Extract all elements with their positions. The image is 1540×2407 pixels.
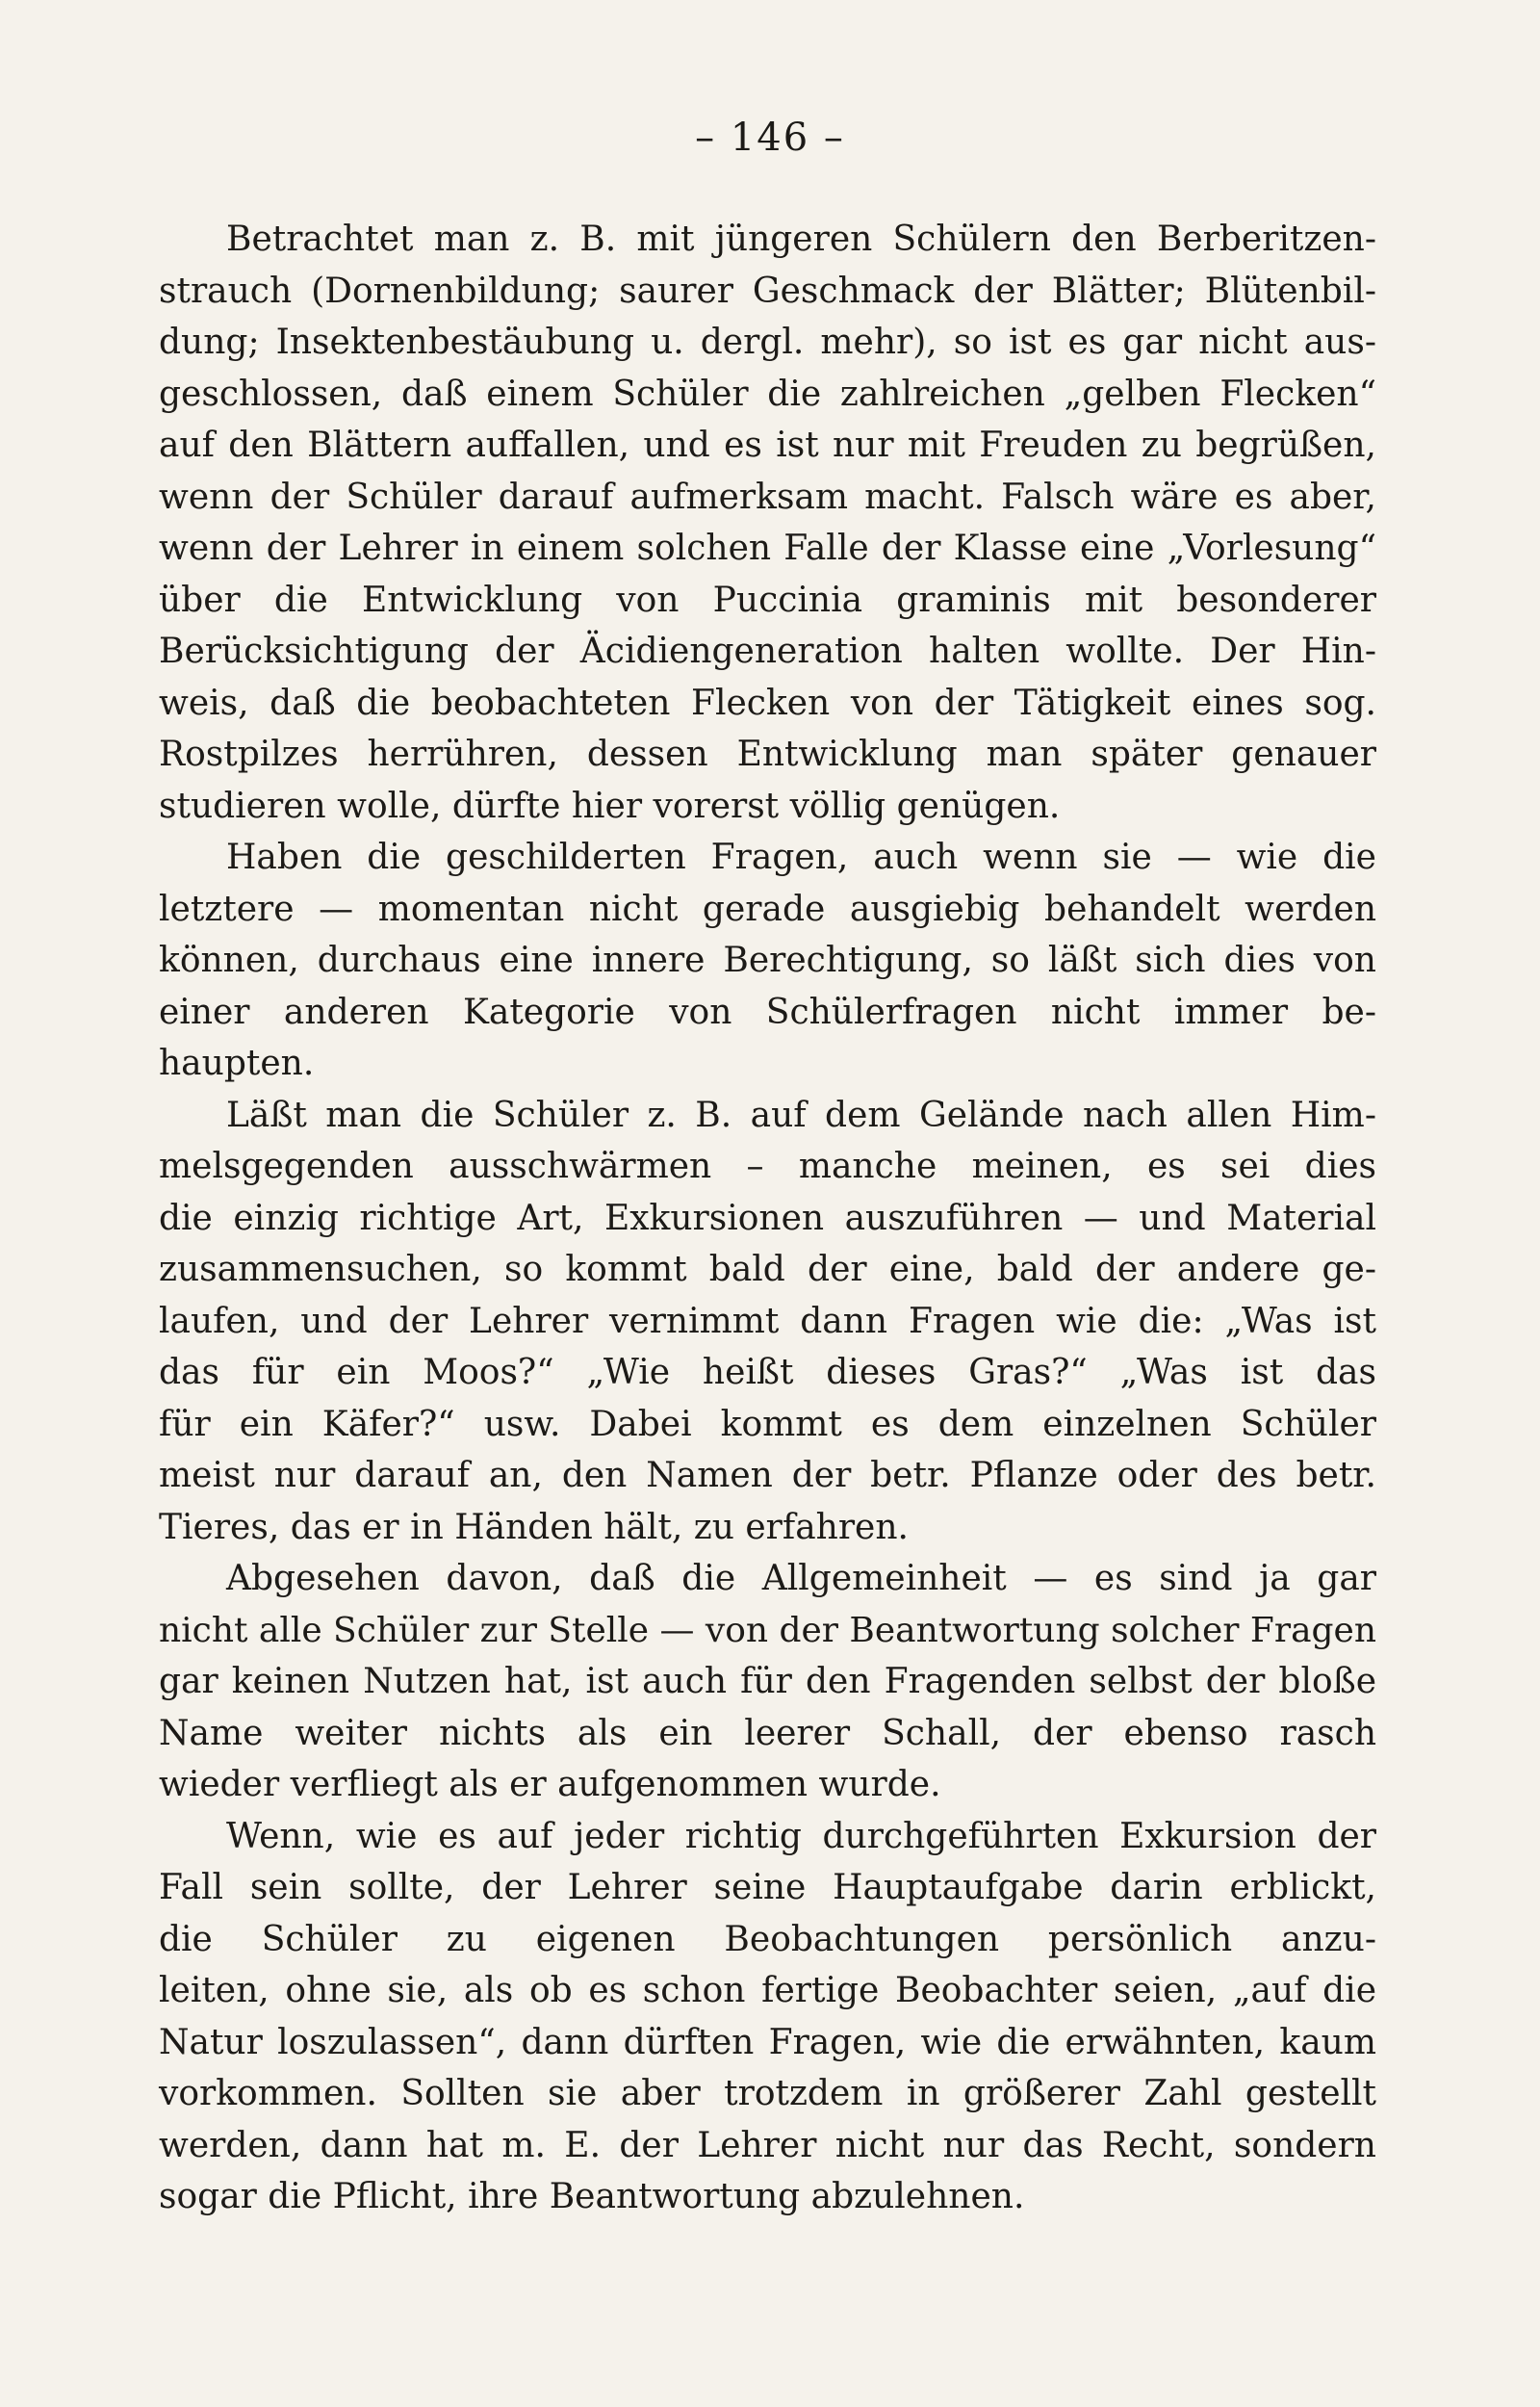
text-line: Name weiter nichts als ein leerer Schall, der ebenso rasch (159, 1713, 1376, 1753)
text-line: wenn der Schüler darauf aufmerksam macht. Falsch wäre es aber, (159, 477, 1376, 517)
text-line: auf den Blättern auffallen, und es ist nur mit Freuden zu begrüßen, (159, 426, 1376, 465)
text-line: Tieres, das er in Händen hält, zu erfahren. (159, 1507, 909, 1547)
text-line: wenn der Lehrer in einem solchen Falle der Klasse eine „Vorlesung“ (159, 529, 1376, 568)
text-line: Rostpilzes herrühren, dessen Entwicklung man später genauer (159, 735, 1376, 774)
text-line: für ein Käfer?“ usw. Dabei kommt es dem einzelnen Schüler (159, 1404, 1376, 1444)
text-line: zusammensuchen, so kommt bald der eine, bald der andere ge- (159, 1250, 1376, 1289)
text-line: Betrachtet man z. B. mit jüngeren Schülern den Berberitzen- (226, 220, 1376, 259)
text-line: wieder verfliegt als er aufgenommen wurde. (159, 1765, 941, 1804)
text-line: werden, dann hat m. E. der Lehrer nicht nur das Recht, sondern (159, 2125, 1376, 2165)
text-line: haupten. (159, 1044, 315, 1083)
text-line: geschlossen, daß einem Schüler die zahlreichen „gelben Flecken“ (159, 374, 1376, 414)
text-line: das für ein Moos?“ „Wie heißt dieses Gras?“ „Was ist das (159, 1353, 1376, 1392)
text-line: einer anderen Kategorie von Schülerfragen nicht immer be- (159, 992, 1376, 1032)
text-line: laufen, und der Lehrer vernimmt dann Fragen wie die: „Was ist (159, 1301, 1376, 1341)
text-line: melsgegenden ausschwärmen – manche meinen, es sei dies (159, 1147, 1376, 1186)
text-line: dung; Insektenbestäubung u. dergl. mehr), so ist es gar nicht aus- (159, 323, 1376, 362)
text-line: Natur loszulassen“, dann dürften Fragen, wie die erwähnten, kaum (159, 2022, 1376, 2062)
text-line: die einzig richtige Art, Exkursionen auszuführen — und Material (159, 1198, 1376, 1238)
text-line: vorkommen. Sollten sie aber trotzdem in größerer Zahl gestellt (159, 2074, 1376, 2113)
text-line: studieren wolle, dürfte hier vorerst völlig genügen. (159, 786, 1061, 826)
text-line: Läßt man die Schüler z. B. auf dem Gelände nach allen Him- (226, 1095, 1376, 1135)
text-line: sogar die Pflicht, ihre Beantwortung abzulehnen. (159, 2177, 1025, 2216)
text-line: Fall sein sollte, der Lehrer seine Hauptaufgabe darin erblickt, (159, 1868, 1376, 1907)
text-line: meist nur darauf an, den Namen der betr. Pflanze oder des betr. (159, 1456, 1376, 1495)
text-line: Haben die geschilderten Fragen, auch wenn sie — wie die (226, 838, 1376, 877)
text-line: die Schüler zu eigenen Beobachtungen persönlich anzu- (159, 1919, 1376, 1959)
text-line: Berücksichtigung der Äcidiengeneration halten wollte. Der Hin- (159, 632, 1376, 671)
page-number: – 146 – (695, 116, 845, 160)
text-line: leiten, ohne sie, als ob es schon fertige Beobachter seien, „auf die (159, 1971, 1376, 2010)
body-text (159, 214, 1376, 2223)
text-line: strauch (Dornenbildung; saurer Geschmack der Blätter; Blütenbil- (159, 271, 1376, 311)
text-line: Abgesehen davon, daß die Allgemeinheit — es sind ja gar (226, 1559, 1376, 1598)
text-line: gar keinen Nutzen hat, ist auch für den Fragenden selbst der bloße (159, 1662, 1376, 1701)
text-line: können, durchaus eine innere Berechtigung, so läßt sich dies von (159, 941, 1376, 980)
text-line: weis, daß die beobachteten Flecken von der Tätigkeit eines sog. (159, 683, 1376, 723)
text-line: letztere — momentan nicht gerade ausgiebig behandelt werden (159, 889, 1376, 929)
text-line: nicht alle Schüler zur Stelle — von der Beantwortung solcher Fragen (159, 1610, 1376, 1650)
text-line: über die Entwicklung von Puccinia graminis mit besonderer (159, 580, 1376, 620)
text-line: Wenn, wie es auf jeder richtig durchgeführten Exkursion der (226, 1816, 1376, 1856)
